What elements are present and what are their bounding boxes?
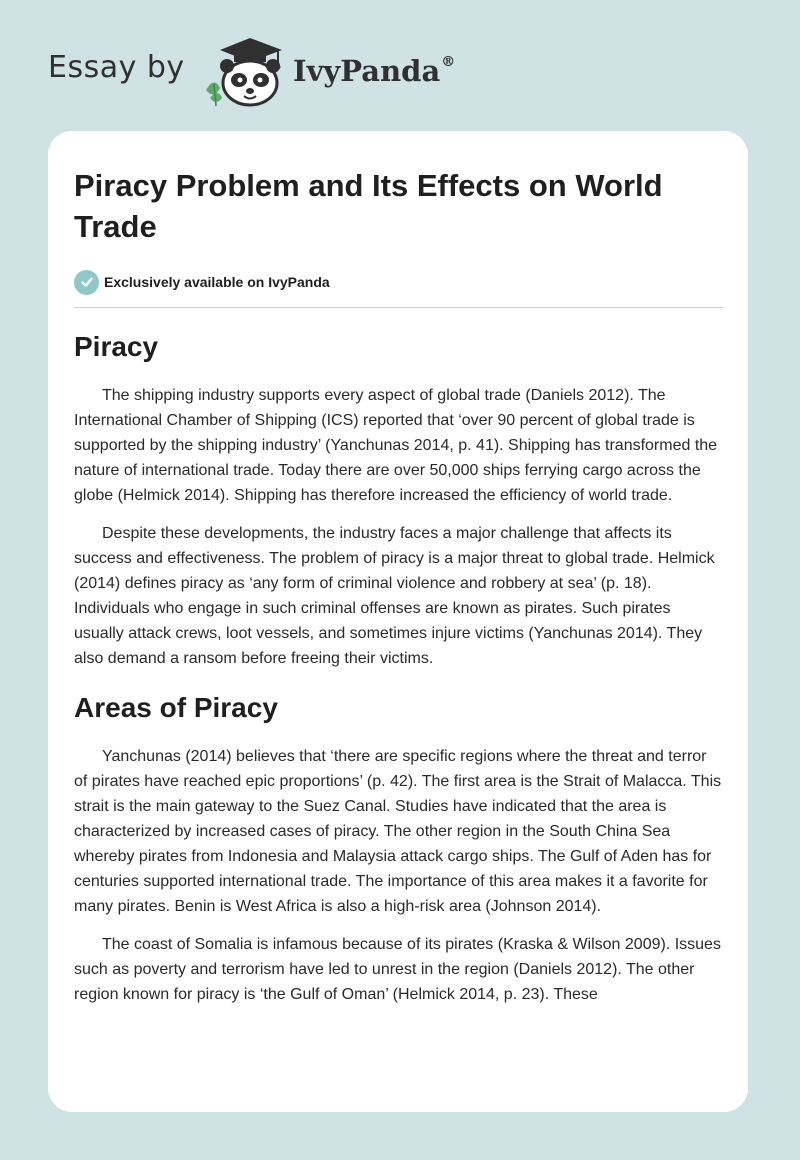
paragraph: The coast of Somalia is infamous because of its pirates (Kraska & Wilson 2009). Issues such as poverty and terrorism have led to unrest in the region (Daniels 2012). The other region known for piracy is ‘the Gulf of Oman’ (Helmick 2014, p. 23). These [74,936,721,1003]
article-card [48,131,748,1112]
section-heading-areas-of-piracy: Areas of Piracy [74,692,278,723]
article-content [74,131,724,1007]
check-circle-icon [74,270,99,295]
brand-name[interactable]: IvyPanda® [293,54,456,88]
essay-by-label: Essay by [48,50,185,85]
paragraph: The shipping industry supports every aspect of global trade (Daniels 2012). The International Chamber of Shipping (ICS) reported that ‘over 90 percent of global trade is supported by the shipping industry’ (Yanchunas 2014, p. 41). Shipping has transformed the nature of international trade. Today there are over 50,000 ships ferrying cargo across the globe (Helmick 2014). Shipping has therefore increased the efficiency of world trade. [74,387,718,504]
divider [74,307,723,308]
registered-mark: ® [441,54,456,71]
panda-logo-icon[interactable] [200,36,292,108]
paragraph: Yanchunas (2014) believes that ‘there are specific regions where the threat and terror of pirates have reached epic proportions’ (p. 42). The first area is the Strait of Malacca. This strait is the main gateway to the Suez Canal. Studies have indicated that the area is characterized by increased cases of piracy. The other region in the South China Sea whereby pirates from Indonesia and Malaysia attack cargo ships. The Gulf of Aden has for centuries supported international trade. The importance of this area makes it a favorite for many pirates. Benin is West Africa is also a high-risk area (Johnson 2014). [74,748,722,915]
article-title: Piracy Problem and Its Effects on World Trade [74,168,663,244]
exclusive-badge [74,269,724,295]
section-heading-piracy: Piracy [74,331,159,362]
exclusive-badge-label: Exclusively available on IvyPanda [104,274,330,290]
paragraph: Despite these developments, the industry faces a major challenge that affects its success and effectiveness. The problem of piracy is a major threat to global trade. Helmick (2014) defines piracy as ‘any form of criminal violence and robbery at sea’ (p. 18). Individuals who engage in such criminal offenses are known as pirates. Such pirates usually attack crews, loot vessels, and sometimes injure victims (Yanchunas 2014). They also demand a ransom before freeing their victims. [74,525,715,667]
site-header [0,0,800,130]
